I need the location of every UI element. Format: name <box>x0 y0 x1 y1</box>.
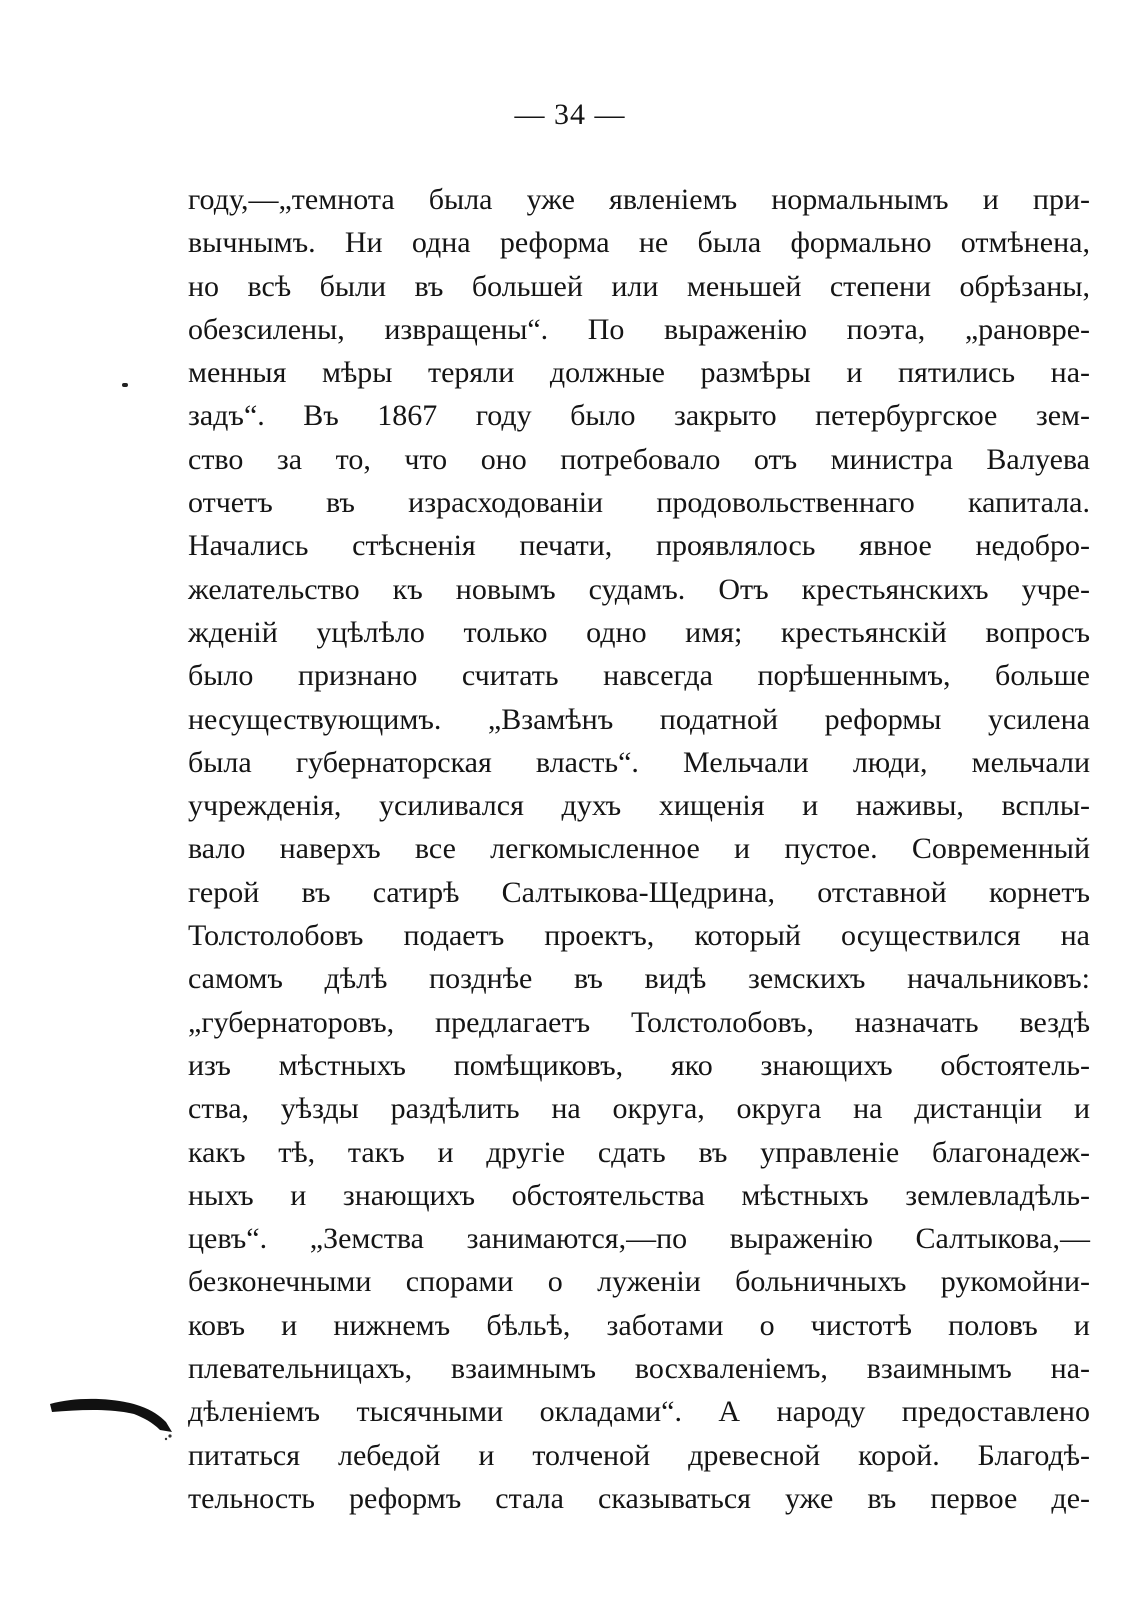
text-line: безконечными спорами о луженіи больничныхъ рукомойни- <box>188 1265 1090 1299</box>
text-line: цевъ“. „Земства занимаются,—по выраженію Салтыкова,— <box>188 1222 1090 1256</box>
text-line: Толстолобовъ подаетъ проектъ, который осуществился на <box>188 919 1090 953</box>
text-line: но всѣ были въ большей или меньшей степени обрѣзаны, <box>188 269 1090 303</box>
text-line: тельность реформъ стала сказываться уже въ первое де- <box>188 1481 1090 1515</box>
text-line: ство за то, что оно потребовало отъ министра Валуева <box>188 442 1090 476</box>
page-number: — 34 — <box>514 98 626 131</box>
text-line: какъ тѣ, такъ и другіе сдать въ управленіе благонадеж- <box>188 1135 1090 1169</box>
text-line: отчетъ въ израсходованіи продовольственнаго капитала. <box>188 486 1090 520</box>
text-line: плевательницахъ, взаимнымъ восхваленіемъ, взаимнымъ на- <box>188 1352 1090 1386</box>
text-line: питаться лебедой и толченой древесной корой. Благодѣ- <box>188 1438 1090 1472</box>
text-line: желательство къ новымъ судамъ. Отъ крестьянскихъ учре- <box>188 572 1090 606</box>
text-line: менныя мѣры теряли должные размѣры и пятились на- <box>188 356 1090 390</box>
text-line: была губернаторская власть“. Мельчали люди, мельчали <box>188 745 1090 779</box>
margin-dot-mark <box>122 383 128 387</box>
text-line: вало наверхъ все легкомысленное и пустое. Современный <box>188 832 1090 866</box>
text-line: дѣленіемъ тысячными окладами“. А народу предоставлено <box>188 1395 1090 1429</box>
text-line: ства, уѣзды раздѣлить на округа, округа на дистанціи и <box>188 1092 1090 1126</box>
text-line: герой въ сатирѣ Салтыкова-Щедрина, отставной корнетъ <box>188 875 1090 909</box>
text-line: изъ мѣстныхъ помѣщиковъ, яко знающихъ обстоятель- <box>188 1048 1090 1082</box>
text-line: несуществующимъ. „Взамѣнъ податной реформы усилена <box>188 702 1090 736</box>
text-line: учрежденія, усиливался духъ хищенія и наживы, всплы- <box>188 789 1090 823</box>
text-line: году,—„темнота была уже явленіемъ нормальнымъ и при- <box>188 183 1090 216</box>
text-line: „губернаторовъ, предлагаетъ Толстолобовъ, назначать вездѣ <box>188 1005 1090 1039</box>
text-line: вычнымъ. Ни одна реформа не была формально отмѣнена, <box>188 226 1090 260</box>
text-line: самомъ дѣлѣ позднѣе въ видѣ земскихъ начальниковъ: <box>188 962 1090 996</box>
text-line: ныхъ и знающихъ обстоятельства мѣстныхъ землевладѣль- <box>188 1178 1090 1212</box>
margin-ink-mark <box>48 1382 178 1442</box>
text-line: Начались стѣсненія печати, проявлялось явное недобро- <box>188 529 1090 563</box>
text-line: жденій уцѣлѣло только одно имя; крестьянскій вопросъ <box>188 615 1090 649</box>
text-line: ковъ и нижнемъ бѣльѣ, заботами о чистотѣ половъ и <box>188 1308 1090 1342</box>
text-line: обезсилены, извращены“. По выраженію поэта, „рановре- <box>188 312 1090 346</box>
body-text <box>188 178 1090 1520</box>
text-line: задъ“. Въ 1867 году было закрыто петербургское зем- <box>188 399 1090 433</box>
text-line: было признано считать навсегда порѣшеннымъ, больше <box>188 659 1090 693</box>
